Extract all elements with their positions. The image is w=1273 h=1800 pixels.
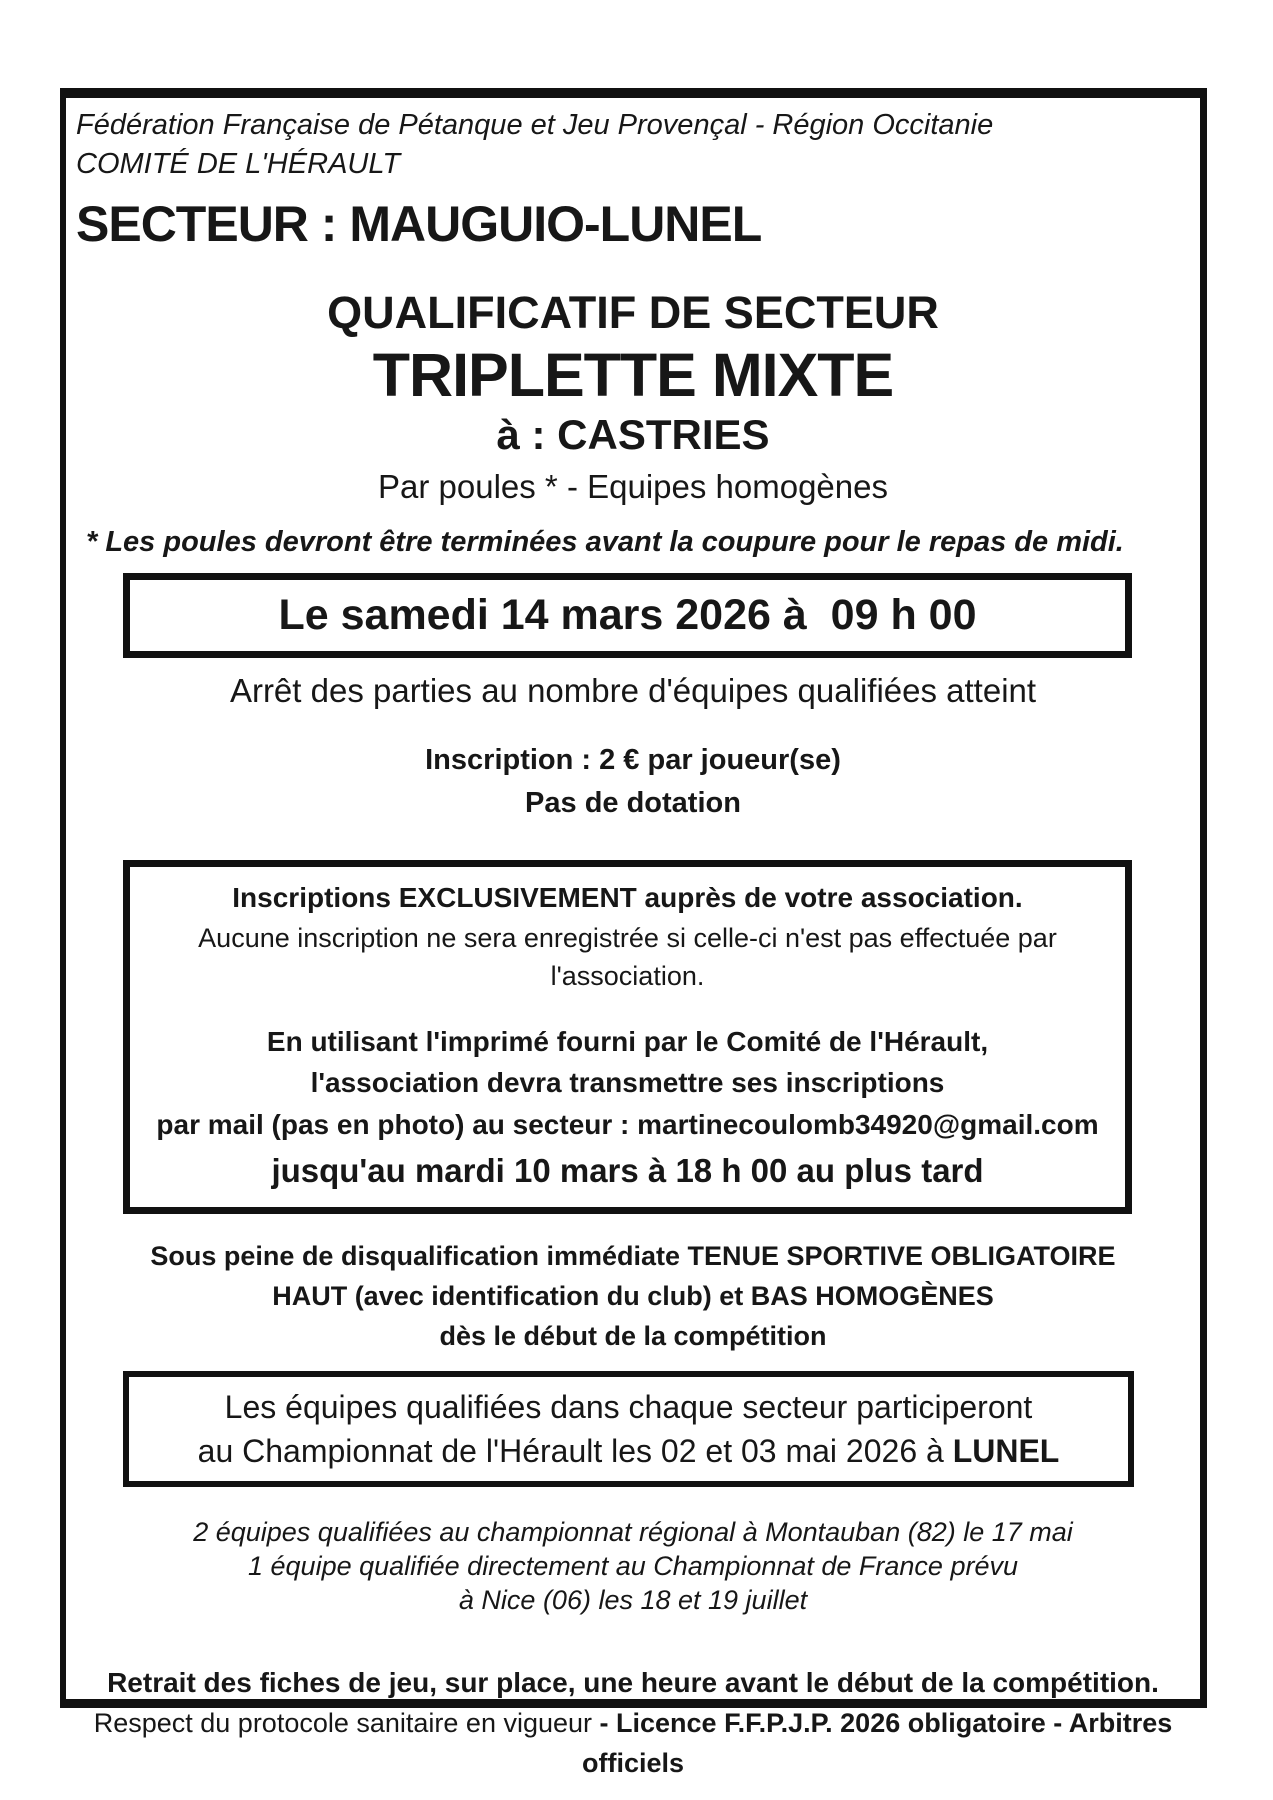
committee-line: COMITÉ DE L'HÉRAULT — [76, 148, 401, 180]
no-prize-line: Pas de dotation — [525, 787, 741, 819]
protocol-license-text: - Licence F.F.P.J.P. 2026 obligatoire - Arbitres officiels — [581, 1708, 1173, 1778]
qualification-line-2-text: au Championnat de l'Hérault les 02 et 03 mai 2026 à — [197, 1433, 953, 1469]
regional-notes-block — [66, 1515, 1200, 1617]
dress-code-line-2: HAUT (avec identification du club) et BAS HOMOGÈNES — [272, 1281, 994, 1311]
qualification-venue: LUNEL — [952, 1433, 1060, 1469]
stop-rule-line: Arrêt des parties au nombre d'équipes qualifiées atteint — [229, 672, 1037, 709]
sector-title: SECTEUR : MAUGUIO-LUNEL — [76, 196, 762, 252]
event-title: TRIPLETTE MIXTE — [372, 341, 894, 409]
registration-warning-line: Aucune inscription ne sera enregistrée si celle-ci n'est pas effectuée par l'association. — [198, 923, 1057, 991]
entry-fee-line: Inscription : 2 € par joueur(se) — [425, 744, 841, 776]
event-date-box: Le samedi 14 mars 2026 à 09 h 00 — [123, 573, 1132, 658]
qualifier-title: QUALIFICATIF DE SECTEUR — [327, 287, 939, 338]
protocol-line — [66, 1703, 1200, 1783]
format-subtitle: Par poules * - Equipes homogènes — [378, 468, 888, 505]
registration-deadline-line: jusqu'au mardi 10 mars à 18 h 00 au plus tard — [271, 1152, 984, 1189]
qualification-line-2 — [137, 1429, 1120, 1473]
dress-code-line-3: dès le début de la compétition — [439, 1321, 827, 1351]
dress-code-block — [66, 1236, 1200, 1356]
qualification-line-1: Les équipes qualifiées dans chaque secteur participeront — [224, 1389, 1033, 1425]
dress-code-line-1: Sous peine de disqualification immédiate TENUE SPORTIVE OBLIGATOIRE — [150, 1241, 1116, 1271]
announcement-border-frame — [60, 88, 1207, 1778]
registration-box — [123, 860, 1132, 1214]
document-header — [66, 98, 1200, 254]
game-sheets-line: Retrait des fiches de jeu, sur place, une heure avant le début de la compétition. — [107, 1667, 1159, 1698]
qualification-box — [123, 1371, 1134, 1487]
regional-note-2: 1 équipe qualifiée directement au Championnat de France prévu — [248, 1551, 1018, 1581]
regional-note-1: 2 équipes qualifiées au championnat régional à Montauban (82) le 17 mai — [193, 1517, 1073, 1547]
registration-transmit-line: l'association devra transmettre ses inscriptions — [310, 1067, 945, 1098]
location-title: à : CASTRIES — [496, 411, 770, 458]
registration-form-line: En utilisant l'imprimé fourni par le Comité de l'Hérault, — [266, 1026, 989, 1057]
regional-note-3: à Nice (06) les 18 et 19 juillet — [458, 1585, 808, 1615]
registration-email-line: par mail (pas en photo) au secteur : martinecoulomb34920@gmail.com — [156, 1109, 1099, 1140]
pools-footnote: * Les poules devront être terminées avant la coupure pour le repas de midi. — [86, 526, 1124, 558]
protocol-prefix: Respect du protocole sanitaire en vigueur — [93, 1708, 600, 1738]
federation-line: Fédération Française de Pétanque et Jeu Provençal - Région Occitanie — [76, 109, 994, 141]
registration-exclusive-line: Inscriptions EXCLUSIVEMENT auprès de votre association. — [232, 882, 1023, 913]
